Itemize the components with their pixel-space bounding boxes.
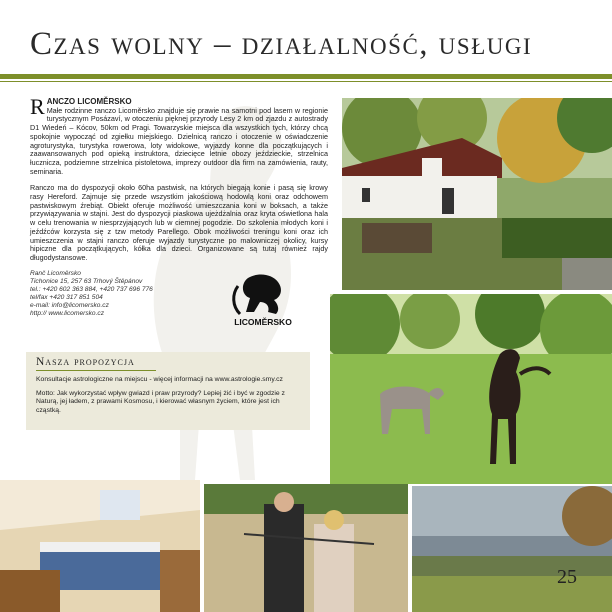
proposal-title: Nasza propozycja (36, 356, 135, 368)
title-rule (0, 74, 612, 79)
contact-phone: tel.: +420 602 363 884, +420 737 696 776 (30, 285, 153, 293)
contact-website: http:// www.licomersko.cz (30, 309, 105, 317)
page-title: Czas wolny – działalność, usługi (30, 26, 533, 62)
archery-photo (204, 484, 408, 612)
ranch-building-photo (342, 98, 612, 290)
proposal-text (36, 376, 306, 421)
ranch-description (30, 94, 328, 271)
logo-text: LICOMĚRSKO (234, 317, 292, 327)
proposal-rule (36, 370, 156, 371)
horses-pasture-photo (330, 294, 612, 484)
ranch-paragraph-1: Małe rodzinne ranczo Licoměrsko znajduje się prawie na samotni pod lasem w regionie turystycznym Posázaví, w otoczeniu pięknej przyrody Lesy 2 km od zjazdu z autostrady D1 Wiedeń – Kócov, 50km od Pragi. Towarzyskie miejsca dla wszystkich tych, którzy chcą spokojnie wypocząć od zgiełku miejskiego. Dzielnicą ranczo i otoczenie w oświadczenie agroturystyka, turystyka rowerowa, loty widokowe, wyjazdy konne dla początkujących i zaawansowanych pod opieką instruktora, dziecięce letnie obozy jeździeckie, strzelnica łucznicza, podziemne strzelnica pistoletowa, imprezy outdoor dla firm na zamówienia, rauty, seminaria. (30, 105, 328, 176)
proposal-line-2: Motto: Jak wykorzystać wpływ gwiazd i praw przyrody? Lepiej żić i być w zgodzie z Naturą, jej ładem, z prawami Kosmosu, i kierować własnym życiem, które jest ich cząstką. (36, 390, 285, 414)
title-rule-thin (0, 81, 612, 82)
contact-block (30, 270, 210, 317)
contact-address: Tichonice 15, 257 63 Trhový Štěpánov (30, 277, 143, 285)
contact-name: Ranč Licoměrsko (30, 270, 81, 277)
landscape-photo (412, 486, 612, 612)
ranch-name: ANCZO LICOMĚRSKO (46, 97, 132, 106)
proposal-line-1: Konsultacje astrologiczne na miejscu - więcej informacji na www.astrologie.smy.cz (36, 376, 283, 383)
ranch-paragraph-2: Ranczo ma do dyspozycji około 60ha pastwisk, na których biegają konie i pasą się krowy rasy Hereford. Zajmuje się przede wszystkim jakościową hodowlą koni oraz odchowem pastwiskowym źrebiąt. Obiekt oferuje możliwość umieszczania koni w boksach, a także przywiązywania w stajni. Jest do dyspozycji piaskowa ujeżdżalnia oraz kryta oświetlona hala w celu trenowania w niesprzyjających lub w ciemnej pogodzie. Do szkolenia młodych koni i jeźdźców korzysta się z tzw metody Parellego. Obok możliwości treningu koni oraz ich umieszczenia w stajni ranczo oferuje wyjazdy turystyczne po malowniczej okolicy, kursy hipiczne dla początkujących, kółka dla dzieci. Organizowane są tutaj również rajdy długodystansowe. (30, 183, 328, 262)
licomersko-logo (228, 272, 298, 328)
page-number: 25 (557, 566, 577, 588)
contact-email: e-mail: info@licomersko.cz (30, 301, 109, 309)
contact-fax: tel/fax +420 317 851 504 (30, 293, 103, 301)
bedroom-photo (0, 480, 200, 612)
drop-cap: R (30, 94, 45, 119)
